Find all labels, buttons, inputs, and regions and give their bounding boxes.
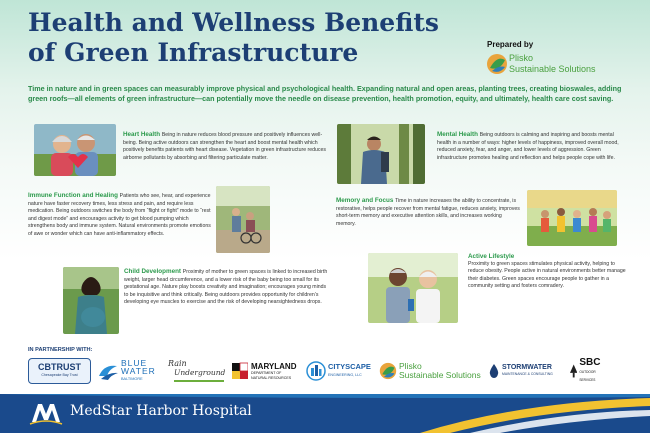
plisko-partner-line-2: Sustainable Solutions (399, 370, 481, 380)
prepared-by-label: Prepared by (487, 40, 534, 49)
child-development-photo (63, 267, 119, 334)
rain-underline (174, 380, 224, 382)
plisko-header-line-2: Sustainable Solutions (509, 63, 596, 74)
mental-health-photo (337, 124, 425, 184)
child-development-section (124, 268, 329, 307)
cbtrust-logo (28, 357, 91, 385)
blue-water-line-3: BALTIMORE (121, 377, 143, 381)
rain-line-2: Underground (174, 368, 226, 377)
cbtrust-name: CBTRUST (38, 362, 81, 372)
immune-function-section (28, 192, 211, 239)
rain-underground-logo (166, 357, 228, 385)
immune-function-photo (216, 186, 270, 253)
active-lifestyle-body: Proximity to green spaces stimulates physical activity, helping to reduce obesity. People active in natural environments better manage their diabetes. Green spaces encourage people to gather in a community setting and fosters comradery. (468, 260, 626, 290)
title-line-1: Health and Wellness Benefits (28, 8, 439, 37)
memory-focus-photo (527, 190, 617, 246)
sbc-tree-icon (570, 363, 577, 379)
sbc-name: SBC (579, 357, 601, 368)
maryland-sub-1: DEPARTMENT OF (251, 370, 282, 375)
blue-water-baltimore-logo (97, 357, 159, 385)
mental-health-section (437, 131, 629, 162)
stormwater-logo (488, 357, 564, 385)
memory-focus-section (336, 197, 520, 228)
plisko-header-line-1: Plisko (509, 53, 534, 63)
blue-water-line-2: WATER (121, 366, 156, 376)
footer-banner (0, 394, 650, 433)
cityscape-name: CITYSCAPE (328, 362, 371, 371)
stormwater-subtitle: MAINTENANCE & CONSULTING (502, 372, 553, 376)
plisko-partner-logo (379, 357, 485, 385)
page-title (28, 8, 448, 68)
plisko-leaf-icon (486, 53, 508, 75)
maryland-flag-icon (232, 361, 248, 381)
child-development-heading: Child Development (124, 268, 183, 275)
active-lifestyle-section (468, 253, 630, 291)
maryland-dnr-logo (232, 357, 300, 385)
stormwater-drop-icon (488, 363, 500, 379)
blue-water-wave-icon (97, 360, 119, 382)
cityscape-circle-icon (306, 360, 326, 382)
cbtrust-subtitle: Chesapeake Bay Trust (41, 373, 78, 377)
plisko-partner-leaf-icon (379, 362, 397, 380)
heart-health-section (123, 131, 330, 162)
active-lifestyle-photo (368, 253, 458, 323)
partners-label: IN PARTNERSHIP WITH: (28, 347, 93, 353)
hospital-name: MedStar Harbor Hospital (70, 403, 252, 419)
sbc-logo (570, 357, 610, 385)
plisko-partner-line-1: Plisko (399, 361, 422, 371)
immune-function-body: Patients who see, hear, and experience nature have faster recovery times, less stress and pain, and require less medication. Being outdoors switches the body from “flight or fight” mode to “rest and digest mode” and encourages activity to get blood pumping which strengthens body and immune system. Natural environments promote emotions of awe or wonder which can have anti-inflammatory effects. (28, 193, 211, 237)
maryland-name: MARYLAND (251, 361, 297, 371)
immune-function-heading: Immune Function and Healing (28, 192, 120, 199)
medstar-logo-icon (28, 400, 64, 426)
cityscape-logo (306, 357, 374, 385)
memory-focus-body: Time in nature increases the ability to concentrate, is restorative, helps people recover from mental fatigue, reduces anxiety, improves short-term memory and executive attention skills, and increases working memory. (336, 198, 520, 227)
maryland-sub-2: NATURAL RESOURCES (251, 375, 292, 380)
blue-water-line-1: BLUE (121, 358, 148, 368)
sbc-subtitle: OUTDOOR SERVICES (579, 370, 596, 382)
mental-health-body: Being outdoors is calming and inspiring and boosts mental health in a number of ways: higher levels of happiness, improved overall mood, reduced anxiety, fear, and anger, and lower levels of aggression. Green infrastructure promotes healing and reflection and helps people cope with life. (437, 132, 619, 161)
plisko-header-text (509, 53, 596, 74)
heart-health-heading: Heart Health (123, 131, 162, 138)
plisko-header-logo (486, 52, 626, 76)
cityscape-subtitle: ENGINEERING, LLC (328, 373, 362, 377)
title-line-2: of Green Infrastructure (28, 38, 359, 67)
rain-line-1: Rain (168, 359, 187, 368)
heart-health-body: Being in nature reduces blood pressure and positively influences well-being. Being active outdoors can strengthen the heart and boost mental health which positively benefits patients with heart disease. Vegetation in green infrastructure reduces airborne pollutants by absorbing and filtering particulate matter. (123, 132, 327, 161)
partner-logos (25, 357, 630, 385)
memory-focus-heading: Memory and Focus (336, 197, 396, 204)
heart-health-photo (34, 124, 116, 176)
active-lifestyle-heading: Active Lifestyle (468, 253, 515, 260)
child-development-body: Proximity of mother to green spaces is linked to increased birth weight, larger head circumference, and a lower risk of the baby being too small for its gestational age. Nature play boosts creativity and imagination; encourages young minds to be inquisitive and think critically. Being outdoors provides opportunity for children’s developing eye muscles to exercise and the risk of developing nearsightedness drops. (124, 269, 328, 306)
intro-paragraph: Time in nature and in green spaces can measurably improve physical and psychological health. Expanding natural and open areas, planting trees, creating bioswales, adding green roofs—all elements of green infrastructure—can potentially move the needle on disease prevention, health promotion, equity, and ultimately, health care cost saving. (28, 84, 622, 103)
stormwater-name: STORMWATER (502, 364, 552, 371)
mental-health-heading: Mental Health (437, 131, 480, 138)
